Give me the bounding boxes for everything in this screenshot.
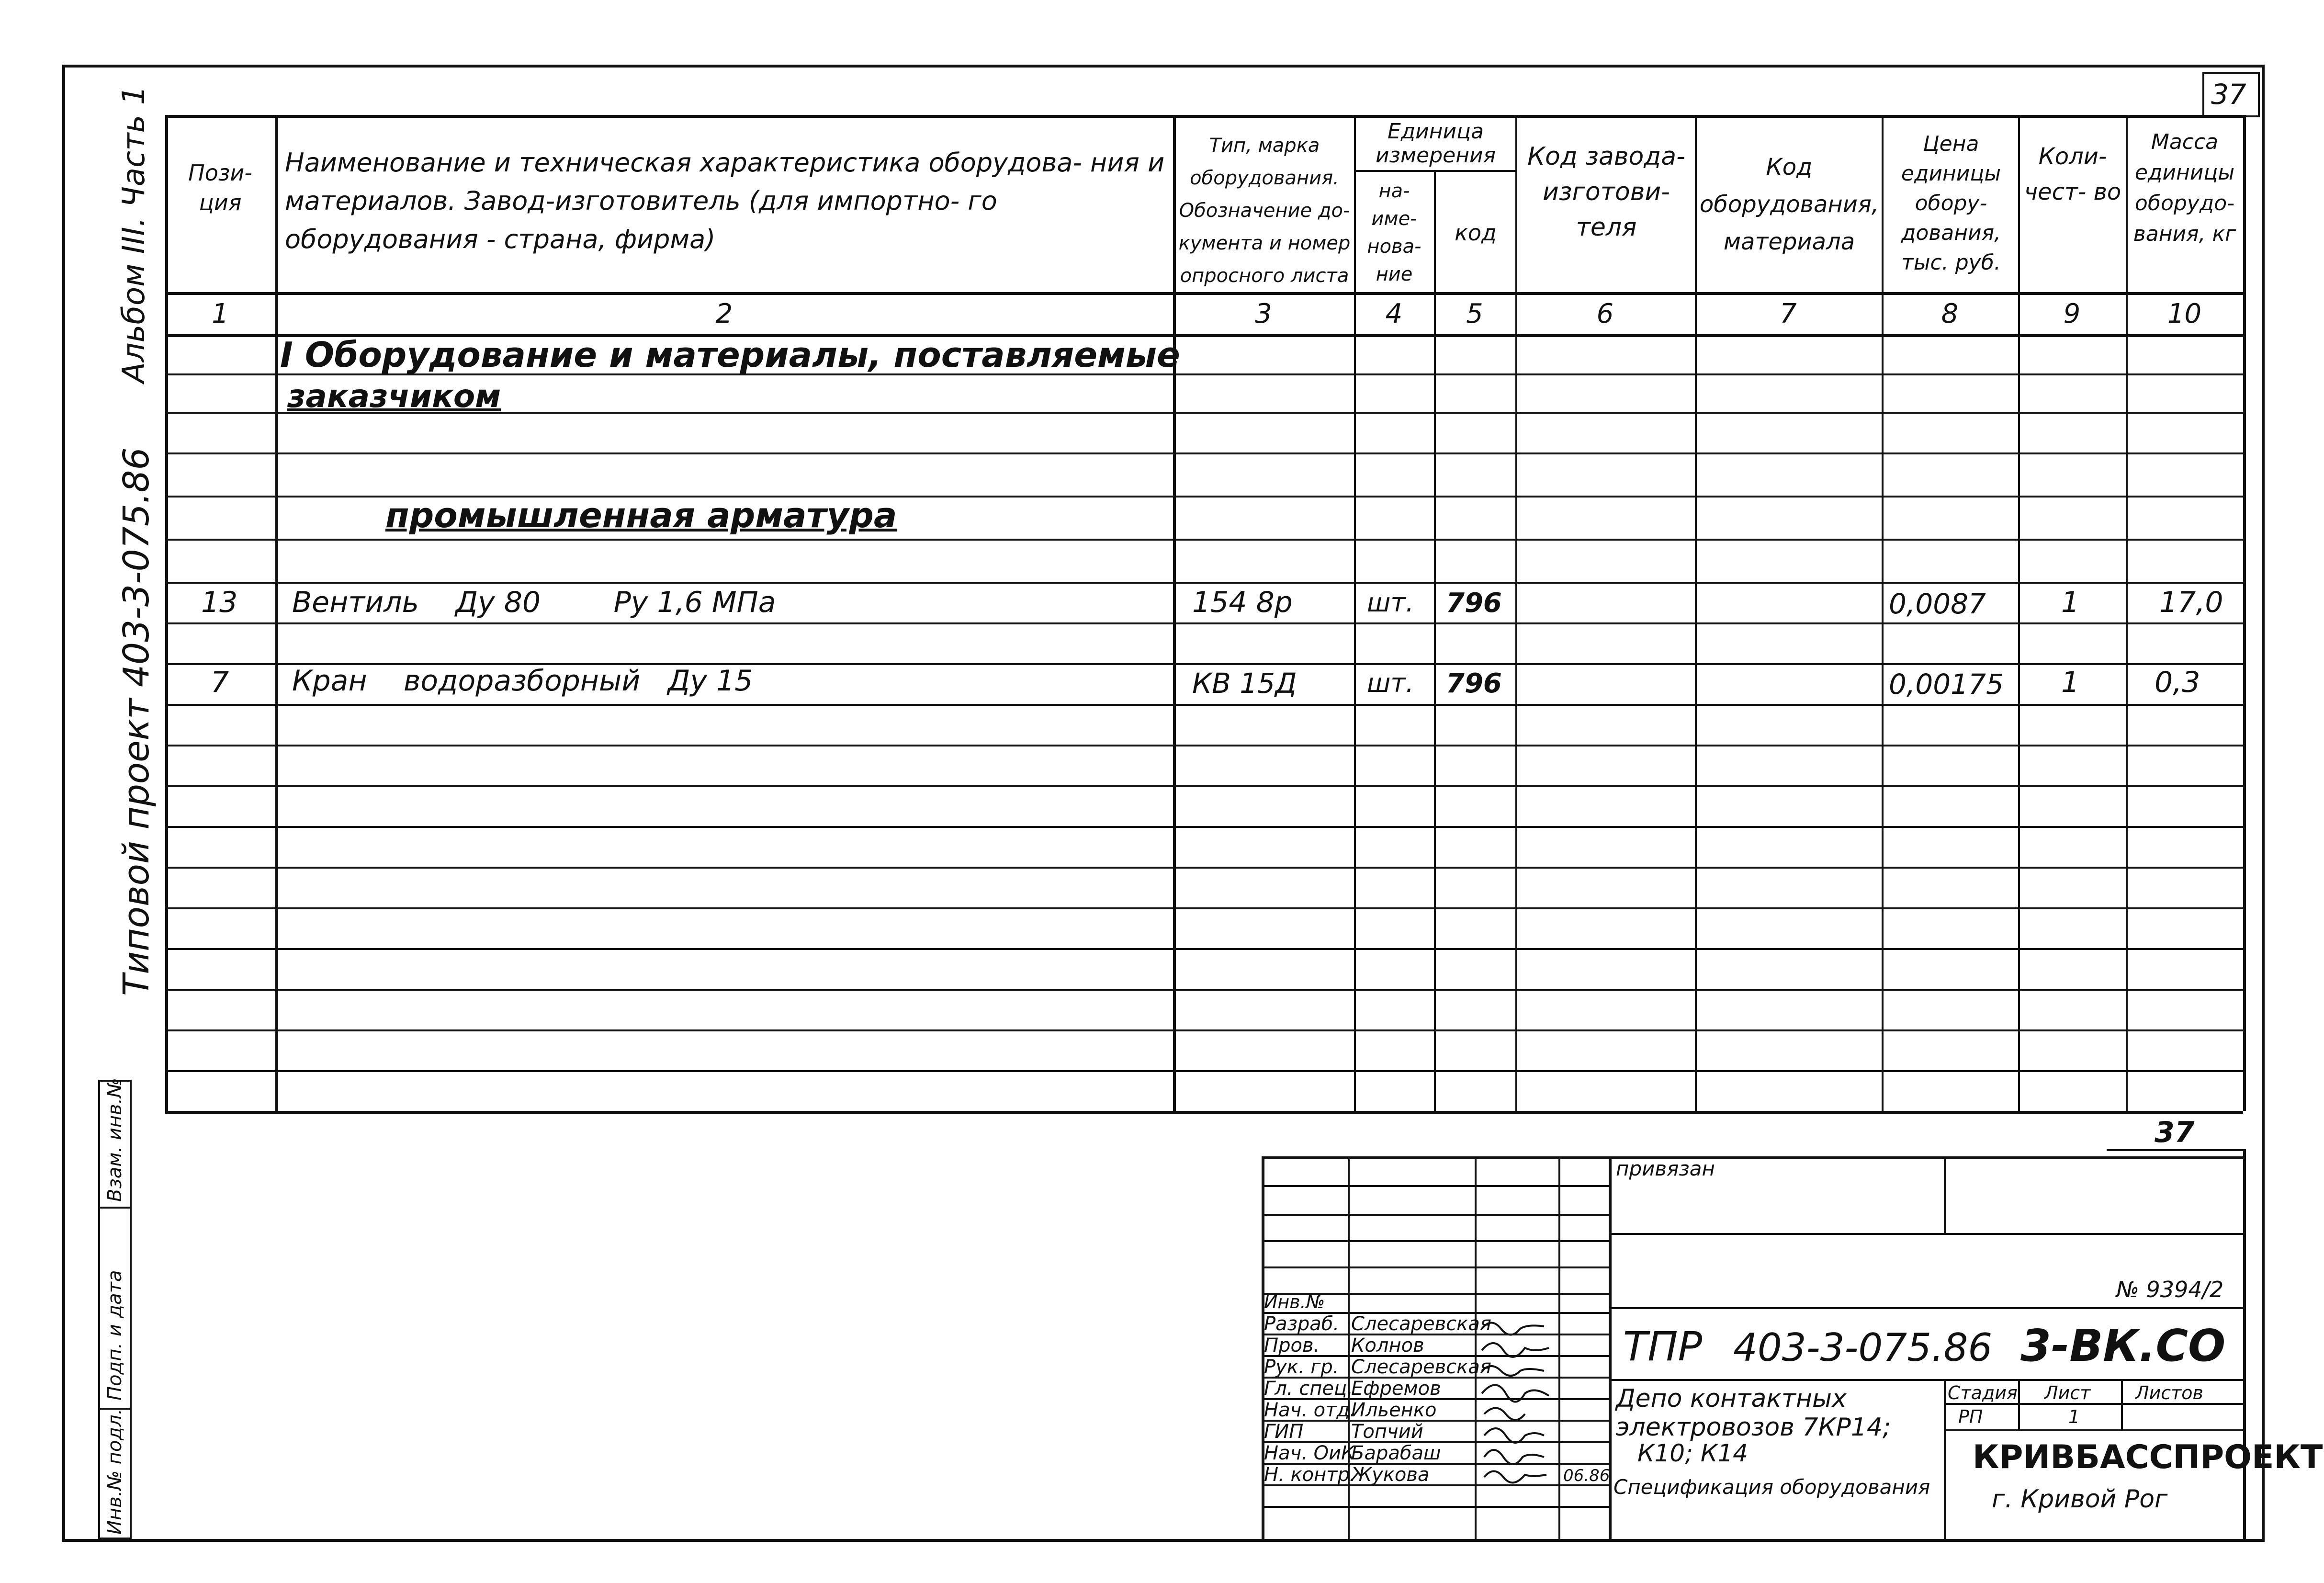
row-price: 0,0087 <box>1889 588 1986 620</box>
header-unit-name: на- име- нова- ние <box>1367 180 1421 285</box>
header-unit-code: код <box>1455 220 1497 246</box>
album-label: Альбом III. Часть 1 <box>116 85 152 383</box>
stage-value: РП <box>1958 1406 1983 1427</box>
col-num-4: 4 <box>1385 298 1403 329</box>
sign-role-7: Нач. ОиК <box>1264 1442 1355 1464</box>
sign-name-7: Барабаш <box>1351 1442 1441 1464</box>
object-line1: Депо контактных <box>1616 1384 1847 1413</box>
header-unit-group: Единица измерения <box>1375 119 1496 168</box>
organization-city: г. Кривой Рог <box>1992 1485 2168 1514</box>
object-line2: электровозов 7КР14; <box>1616 1413 1891 1442</box>
sign-name-6: Топчий <box>1351 1421 1423 1443</box>
header-position: Пози- ция <box>188 160 252 215</box>
row-unit-code: 796 <box>1446 588 1502 619</box>
doc-number: № 9394/2 <box>2116 1277 2224 1302</box>
row-unit: шт. <box>1367 588 1414 618</box>
sign-name-1: Слесаревская <box>1351 1313 1491 1335</box>
col-num-9: 9 <box>2063 298 2081 329</box>
col-num-2: 2 <box>715 298 733 329</box>
col-num-8: 8 <box>1941 298 1959 329</box>
stamp-label-sign: Подп. и дата <box>104 1270 126 1401</box>
tpr-label: ТПР <box>1623 1323 1703 1370</box>
sign-name-3: Слесаревская <box>1351 1356 1491 1378</box>
row-position: 13 <box>201 586 238 619</box>
sheet-value: 1 <box>2068 1406 2080 1427</box>
drawing-mark: 3-ВК.СО <box>2020 1320 2226 1371</box>
object-line3: К10; К14 <box>1637 1439 1748 1467</box>
row-quantity: 1 <box>2061 666 2080 699</box>
sign-role-8: Н. контр. <box>1264 1464 1356 1486</box>
sign-role-5: Нач. отд. <box>1264 1399 1356 1421</box>
row-unit: шт. <box>1367 668 1414 698</box>
project-code: 403-3-075.86 <box>1733 1325 1993 1370</box>
stamp-label-inv: Инв.№ подл. <box>104 1408 126 1535</box>
doc-title: Спецификация оборудования <box>1613 1475 1930 1499</box>
sheet-label: Лист <box>2044 1382 2091 1403</box>
sign-role-6: ГИП <box>1264 1421 1304 1443</box>
row-name: Вентиль Ду 80 Ру 1,6 МПа <box>292 586 776 619</box>
sign-name-5: Ильенко <box>1351 1399 1437 1421</box>
col-num-10: 10 <box>2167 298 2202 329</box>
col-num-6: 6 <box>1596 298 1614 329</box>
row-type: 154 8р <box>1192 586 1293 619</box>
project-label: Типовой проект 403-3-075.86 <box>116 447 157 996</box>
header-mass: Масса единицы оборудо- вания, кг <box>2133 130 2236 246</box>
title-sheet-number: 37 <box>2155 1116 2195 1149</box>
subsection-title: промышленная арматура <box>385 495 897 535</box>
inv-no-label: Инв.№ <box>1264 1291 1325 1312</box>
col-num-5: 5 <box>1466 298 1483 329</box>
col-num-7: 7 <box>1780 298 1797 329</box>
header-price: Цена единицы обору- дования, тыс. руб. <box>1901 132 2001 275</box>
header-type: Тип, марка оборудования. Обозначение до- кумента и номер опросного листа <box>1178 135 1351 287</box>
header-quantity: Коли- чест- во <box>2024 143 2121 205</box>
sheet-frame <box>62 65 2265 1542</box>
sign-name-2: Колнов <box>1351 1334 1424 1357</box>
page-number: 37 <box>2211 78 2246 111</box>
col-num-1: 1 <box>212 298 229 329</box>
sheets-label: Листов <box>2135 1382 2203 1403</box>
col-num-3: 3 <box>1255 298 1272 329</box>
row-position: 7 <box>211 666 229 699</box>
sign-role-4: Гл. спец. <box>1264 1378 1353 1400</box>
sign-role-2: Пров. <box>1264 1334 1320 1357</box>
sign-role-3: Рук. гр. <box>1264 1356 1339 1378</box>
row-mass: 0,3 <box>2155 666 2200 699</box>
row-name: Кран водоразборный Ду 15 <box>292 664 753 698</box>
organization-name: КРИВБАССПРОЕКТ <box>1973 1438 2323 1476</box>
row-type: КВ 15Д <box>1192 667 1297 700</box>
row-unit-code: 796 <box>1446 668 1502 699</box>
stage-label: Стадия <box>1948 1382 2018 1403</box>
sign-date: 06.86 <box>1563 1466 1610 1485</box>
attached-label: привязан <box>1616 1157 1715 1180</box>
sign-name-8: Жукова <box>1351 1464 1430 1486</box>
header-name: Наименование и техническая характеристика оборудова- ния и материалов. Завод-изготовитель (для импортно- го оборудования - страна, фирма) <box>285 147 1165 254</box>
section-title-line1: I Оборудование и материалы, поставляемые <box>280 335 1180 375</box>
header-factory-code: Код завода- изготови- теля <box>1527 142 1685 242</box>
row-quantity: 1 <box>2061 586 2080 619</box>
sign-role-1: Разраб. <box>1264 1313 1340 1335</box>
section-title-line2: заказчиком <box>287 378 501 415</box>
row-mass: 17,0 <box>2159 586 2223 619</box>
signatures-graphic <box>1477 1314 1556 1484</box>
stamp-label-replace: Взам. инв.№ <box>104 1078 126 1202</box>
sign-name-4: Ефремов <box>1351 1378 1441 1400</box>
row-price: 0,00175 <box>1889 668 2004 701</box>
header-equipment-code: Код оборудования, материала <box>1699 154 1879 255</box>
